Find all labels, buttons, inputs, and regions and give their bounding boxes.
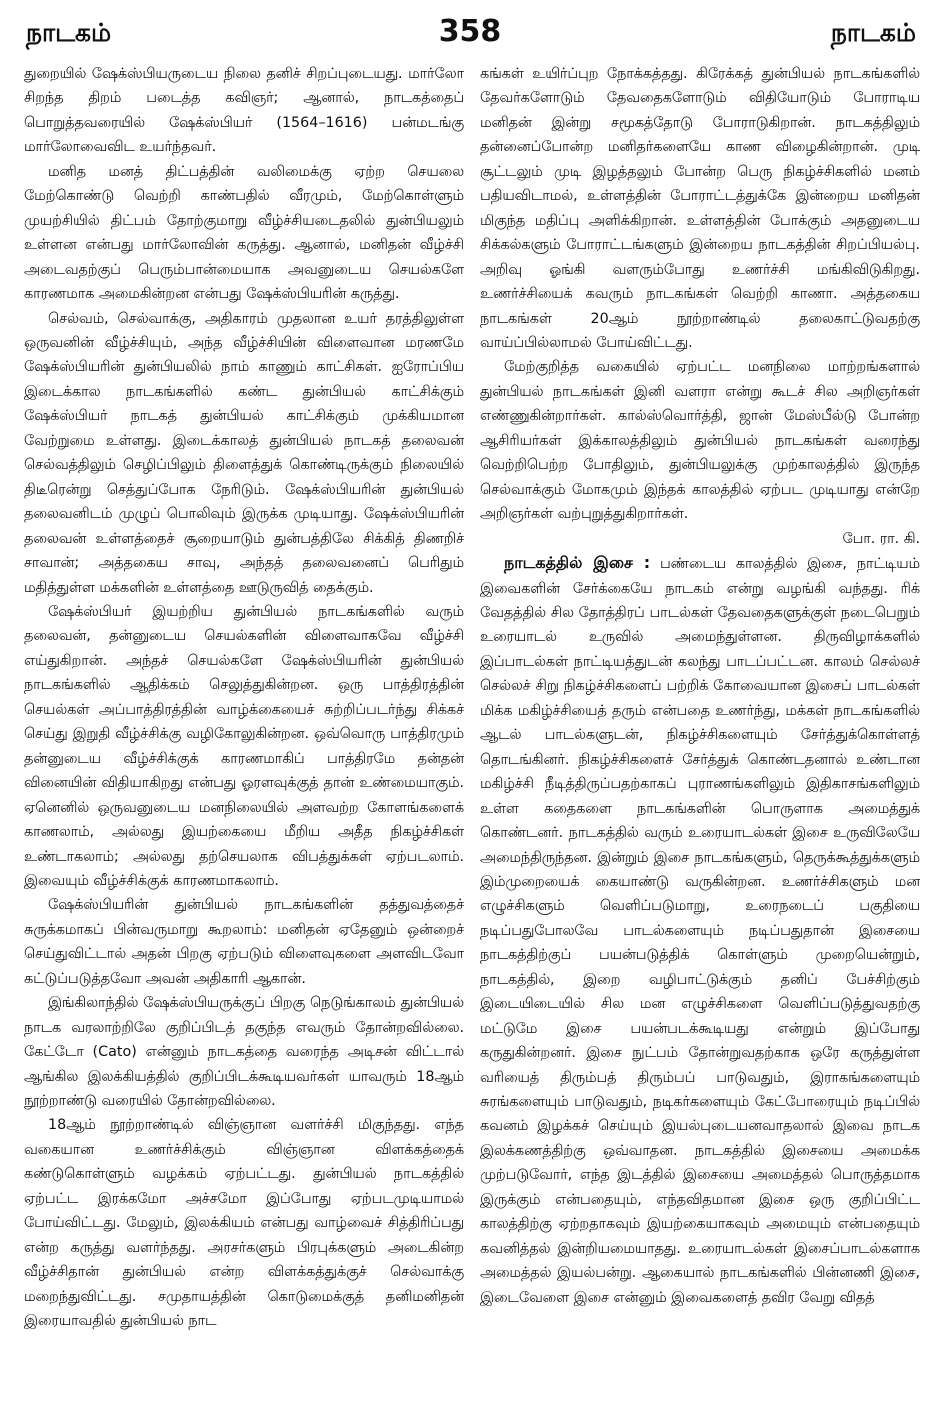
paragraph: ஷேக்ஸ்பியர் இயற்றிய துன்பியல் நாடகங்களில் வரும் தலைவன், தன்னுடைய செயல்களின் விளைவாகவே வீழ்ச்சி எய்துகிறான். அந்தச் செயல்களே ஷேக்ஸ்பியரின் துன்பியல் நாடகங்களில் ஆதிக்கம் செலுத்துகின்றன. ஒரு பாத்திரத்தின் செயல்கள் அப்பாத்திரத்தின் வாழ்க்கையைச் சுற்றிப்படர்ந்து சிக்கச் செய்து இறுதி வீழ்ச்சிக்கு வழிகோலுகின்றன. ஒவ்வொரு பாத்திரமும் தன்னுடைய வீழ்ச்சிக்குக் காரணமாகிப் பாத்திரமே தன்தன் வினையின் விதியாகிறது என்பது ஓரளவுக்குத் தான் உண்மையாகும். ஏனெனில் ஒருவனுடைய மனநிலையில் அளவற்ற கோளங்களைக் காணலாம், அல்லது இயற்கையை மீறிய அதீத நிகழ்ச்சிகள் உண்டாகலாம்; அல்லது தற்செயலாக விபத்துக்கள் ஏற்படலாம். இவையும் வீழ்ச்சிக்குக் காரணமாகலாம். [24,603,464,889]
page-number: 358 [438,14,502,49]
paragraph: செல்வம், செல்வாக்கு, அதிகாரம் முதலான உயர் தரத்திலுள்ள ஒருவனின் வீழ்ச்சியும், அந்த வீழ்ச்சியின் விளைவான மரணமே ஷேக்ஸ்பியரின் துன்பியலில் நாம் காணும் காட்சிகள். ஐரோப்பிய இடைக்கால நாடகங்களில் கண்ட துன்பியல் காட்சிக்கும் ஷேக்ஸ்பியர் நாடகத் துன்பியல் காட்சிக்கும் முக்கியமான வேற்றுமை உள்ளது. இடைக்காலத் துன்பியல் நாடகத் தலைவன் செல்வத்திலும் செழிப்பிலும் திளைத்துக் கொண்டிருக்கும் நிலையில் திடீரென்று செத்துப்போக நேரிடும். ஷேக்ஸ்பியரின் துன்பியல் தலைவனிடம் முழுப் பொலிவும் இருக்க முடியாது. ஷேக்ஸ்பியரின் தலைவன் உள்ளத்தைச் சூறையாடும் துன்பத்திலே சிக்கித் திணறிச் சாவான்; அத்தகைய சாவு, அந்தத் தலைவனைப் பெரிதும் மதித்துள்ள மக்களின் உள்ளத்தை ஊடுருவித் தைக்கும். [24,310,464,596]
paragraph: 18ஆம் நூற்றாண்டில் விஞ்ஞான வளர்ச்சி மிகுந்தது. எந்த வகையான உணர்ச்சிக்கும் விஞ்ஞான விளக்கத்தைக் கண்டுகொள்ளும் வழக்கம் ஏற்பட்டது. துன்பியல் நாடகத்தில் ஏற்பட்ட இரக்கமோ அச்சமோ இப்போது ஏற்படமுடியாமல் போய்விட்டது. மேலும், இலக்கியம் என்பது வாழ்வைச் சித்திரிப்பது என்ற கருத்து வளர்ந்தது. அரசர்களும் பிரபுக்களும் அடைகின்ற வீழ்ச்சிதான் துன்பியல் என்ற விளக்கத்துக்குச் செல்வாக்கு மறைந்துவிட்டது. சமுதாயத்தின் கொடுமைக்குத் தனிமனிதன் இரையாவதில் துன்பியல் நாட [24,1117,464,1330]
section-body: பண்டைய காலத்தில் இசை, நாட்டியம் இவைகளின் சேர்க்கையே நாடகம் என்று வழங்கி வந்தது. ரிக் வேதத்தில் சில தோத்திரப் பாடல்கள் தேவதைகளுக்குள் நடைபெறும் உரையாடல் உருவில் அமைந்துள்ளன. திருவிழாக்களில் இப்பாடல்கள் நாட்டியத்துடன் கலந்து பாடப்பட்டன. காலம் செல்லச் செல்லச் சிறு நிகழ்ச்சிகளைப் பற்றிக் கோவையான இசைப் பாடல்கள் மிக்க மகிழ்ச்சியைத் தரும் என்பதை உணர்ந்து, மக்கள் நாடகங்களில் ஆடல் பாடல்களுடன், நிகழ்ச்சிகளையும் சேர்த்துக்கொள்ளத் தொடங்கினர். நிகழ்ச்சிகளைச் சேர்த்துக் கொண்டதனால் உண்டான மகிழ்ச்சி நீடித்திருப்பதற்காகப் புராணங்களிலும் இதிகாசங்களிலும் உள்ள கதைகளை நாடகங்களின் பொருளாக அமைத்துக் கொண்டனர். நாடகத்தில் வரும் உரையாடல்கள் இசை உருவிலேயே அமைந்திருந்தன. இன்றும் இசை நாடகங்களும், தெருக்கூத்துக்களும் இம்முறையைக் கையாண்டு வருகின்றன. உணர்ச்சிகளும் மன எழுச்சிகளும் வெளிப்படுமாறு, உரைநடைப் பகுதியை நடிப்பதுபோலவே பாடல்களையும் நடிப்பதுதான் இசையை நாடகத்திற்குப் பயன்படுத்திக் கொள்ளும் முறையென்றும், நாடகத்தில், இறை வழிபாட்டுக்கும் தனிப் பேச்சிற்கும் இடையிடையில் சில மன எழுச்சிகளை வெளிப்படுத்துவதற்கு மட்டுமே இசை பயன்படக்கூடியது என்றும் இப்போது கருதுகின்றனர். இசை நுட்பம் தோன்றுவதற்காக ஒரே கருத்துள்ள வரியைத் திரும்பத் திரும்பப் பாடுவதும், இராகங்களையும் சுரங்களையும் பாடுவதும், நடிகர்களையும் கேட்போரையும் நடிப்பில் கவனம் இழக்கச் செய்யும் இயல்புடையனவாதலால் இவை நாடக இலக்கணத்திற்கு ஒவ்வாதன. நாடகத்தில் இசையை அமைக்க முற்படுவோர், எந்த இடத்தில் இசையை அமைத்தல் பொருத்தமாக இருக்கும் என்பதையும், எந்தவிதமான இசை ஒரு குறிப்பிட்ட காலத்திற்கு ஏற்றதாகவும் இயற்கையாகவும் அமையும் என்பதையும் கவனித்தல் இன்றியமையாதது. உரையாடல்கள் இசைப்பாடல்களாக அமைத்தல் இயல்பன்று. ஆகையால் நாடகங்களில் பின்னணி இசை, இடைவேளை இசை என்னும் இவைகளைத் தவிர வேறு விதத் [480,556,920,1306]
paragraph: மனித மனத் திட்பத்தின் வலிமைக்கு ஏற்ற செயலை மேற்கொண்டு வெற்றி காண்பதில் வீரமும், மேற்கொள்ளும் முயற்சியில் திட்பம் தோற்குமாறு வீழ்ச்சியடைதலில் துன்பியலும் உள்ளன என்பது மார்லோவின் கருத்து. ஆனால், மனிதன் வீழ்ச்சி அடைவதற்குப் பெரும்பான்மையாக அவனுடைய செயல்களே காரணமாக அமைகின்றன என்பது ஷேக்ஸ்பியரின் கருத்து. [24,163,464,303]
section-paragraph [480,551,920,1310]
right-column [480,62,920,1417]
paragraph: மேற்குறித்த வகையில் ஏற்பட்ட மனநிலை மாற்றங்களால் துன்பியல் நாடகங்கள் இனி வளரா என்று கூடச் சில அறிஞர்கள் எண்ணுகின்றார்கள். கால்ஸ்வொர்த்தி, ஜான் மேஸ்பீல்டு போன்ற ஆசிரியர்கள் இக்காலத்திலும் துன்பியல் நாடகங்கள் வரைந்து வெற்றிபெற்ற போதிலும், துன்பியலுக்கு முற்காலத்தில் இருந்த செல்வாக்கும் மோகமும் இந்தக் காலத்தில் ஏற்பட முடியாது என்றே அறிஞர்கள் வற்புறுத்துகிறார்கள். [480,359,920,523]
paragraph: இங்கிலாந்தில் ஷேக்ஸ்பியருக்குப் பிறகு நெடுங்காலம் துன்பியல் நாடக வரலாற்றிலே குறிப்பிடத் தகுந்த எவரும் தோன்றவில்லை. கேட்டோ (Cato) என்னும் நாடகத்தை வரைந்த அடிசன் விட்டால் ஆங்கில இலக்கியத்தில் குறிப்பிடக்கூடியவர்கள் யாவரும் 18ஆம் நூற்றாண்டு வரையில் தோன்றவில்லை. [24,995,464,1110]
running-head-right: நாடகம் [830,18,916,47]
paragraph: ஷேக்ஸ்பியரின் துன்பியல் நாடகங்களின் தத்துவத்தைச் சுருக்கமாகப் பின்வருமாறு கூறலாம்: மனிதன் ஏதேனும் ஒன்றைச் செய்துவிட்டால் அதன் பிறகு ஏற்படும் விளைவுகளை அளவிடவோ கட்டுப்படுத்தவோ அவன் அதிகாரி ஆகான். [24,897,464,987]
paragraph: கங்கள் உயிர்ப்புற நோக்கத்தது. கிரேக்கத் துன்பியல் நாடகங்களில் தேவர்களோடும் தேவதைகளோடும் விதியோடும் போராடிய மனிதன் இன்று சமூகத்தோடு போராடுகிறான். நாடகத்திலும் தன்னைப்போன்ற மனிதர்களையே காண விழைகின்றான். முடி சூட்டலும் முடி இழத்தலும் போன்ற பெரு நிகழ்ச்சிகளில் மனம் பதியவிடாமல், உள்ளத்தின் போராட்டத்துக்கே இன்றைய மனிதன் மிகுந்த மதிப்பு அளிக்கிறான். உள்ளத்தின் போக்கும் அதனுடைய சிக்கல்களும் போராட்டங்களும் இன்றைய நாடகத்தின் சிறப்பியல்பு. அறிவு ஓங்கி வளரும்போது உணர்ச்சி மங்கிவிடுகிறது. உணர்ச்சியைக் கவரும் நாடகங்கள் வெற்றி காணா. அத்தகைய நாடகங்கள் 20ஆம் நூற்றாண்டில் தலைகாட்டுவதற்கு வாய்ப்பில்லாமல் போய்விட்டது. [480,66,920,351]
section-heading: நாடகத்தில் இசை : [504,553,651,573]
page-header [0,0,940,60]
paragraph: துறையில் ஷேக்ஸ்பியருடைய நிலை தனிச் சிறப்புடையது. மார்லோ சிறந்த திறம் படைத்த கவிஞர்; ஆனால், நாடகத்தைப் பொறுத்தவரையில் ஷேக்ஸ்பியர் (1564–1616) பன்மடங்கு மார்லோவைவிட உயர்ந்தவர். [24,66,464,156]
left-column [24,62,464,1417]
author-signature: போ. ரா. கி. [842,530,920,547]
running-head-left: நாடகம் [26,18,112,47]
